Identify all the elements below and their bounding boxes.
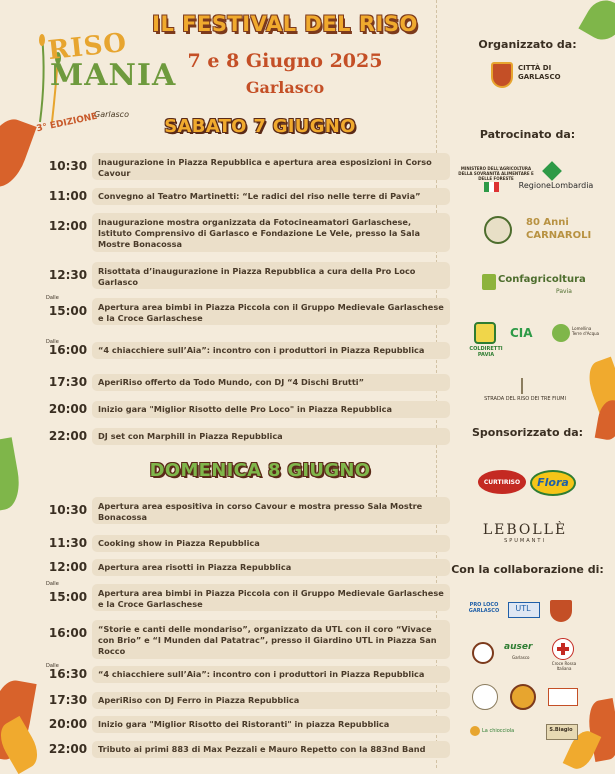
festival-dates: 7 e 8 Giugno 2025: [187, 50, 383, 72]
dalle-label: Dalle: [46, 663, 59, 669]
proloco-logo: PRO LOCO GARLASCO: [468, 602, 500, 614]
utl-logo: UTL: [515, 604, 531, 613]
garlasco-coat-of-arms-icon: [491, 62, 513, 88]
chiocciola-icon: [470, 726, 480, 736]
dalle-label: Dalle: [46, 339, 59, 345]
schedule-row: [46, 741, 426, 758]
red-cross-horizontal: [557, 647, 569, 651]
saturday-title: SABATO 7 GIUGNO: [164, 116, 356, 137]
patronage-heading: Patrocinato da:: [479, 128, 576, 141]
city-of-garlasco-logo: CITTÀ DI GARLASCO: [518, 64, 561, 81]
schedule-row: [46, 581, 444, 611]
event-description: AperiRiso con DJ Ferro in Piazza Repubblica: [92, 692, 450, 709]
event-description: Inizio gara "Miglior Risotto dei Ristoranti" in piazza Repubblica: [92, 716, 450, 733]
event-time: 11:30: [48, 536, 88, 550]
carnaroli-logo: 80 Anni CARNAROLI: [526, 217, 592, 241]
leaf-decoration: [0, 113, 37, 192]
sponsored-by-heading: Sponsorizzato da:: [471, 426, 584, 439]
event-time: 11:00: [48, 189, 88, 203]
event-time: 15:00: [48, 590, 88, 604]
event-description: DJ set con Marphill in Piazza Repubblica: [92, 428, 450, 445]
badge-icon: [472, 684, 498, 710]
schedule-row: [46, 374, 406, 391]
lomellina-logo: Lomellina Terre d'Acqua: [572, 326, 600, 336]
event-description: AperiRiso offerto da Todo Mundo, con DJ “4 Dischi Brutti”: [92, 374, 450, 391]
coldiretti-logo: COLDIRETTI PAVIA: [469, 346, 503, 358]
festival-city: Garlasco: [245, 78, 325, 97]
carnaroli-seal-icon: [484, 216, 512, 244]
event-time: 12:00: [48, 219, 88, 233]
logo-place: Garlasco: [94, 110, 129, 119]
schedule-row: [46, 692, 406, 709]
strada-del-riso-logo: STRADA DEL RISO DEI TRE FIUMI: [484, 396, 566, 402]
event-description: Convegno al Teatro Martinetti: “Le radici del riso nelle terre di Pavia”: [92, 188, 450, 205]
event-time: 16:00: [48, 343, 88, 357]
event-time: 20:00: [48, 402, 88, 416]
dalle-label: Dalle: [46, 581, 59, 587]
schedule-row: [46, 428, 406, 445]
event-time: 17:30: [48, 375, 88, 389]
event-description: Apertura area espositiva in corso Cavour e mostra presso Sala Mostre Bonacossa: [92, 497, 450, 524]
lebolle-sub: SPUMANTI: [504, 538, 546, 544]
event-description: “4 chiacchiere sull’Aia”: incontro con i produttori in Piazza Repubblica: [92, 666, 450, 683]
event-description: “Storie e canti delle mondariso”, organizzato da UTL con il coro “Vivace con Brio” e “I Munden dal Patatrac”, presso il Giardino UTL in Piazza San Rocco: [92, 620, 450, 659]
shield-icon: [550, 600, 572, 622]
sign-badge: [548, 688, 578, 706]
event-description: Apertura area risotti in Piazza Repubblica: [92, 559, 450, 576]
schedule-row: [46, 559, 406, 576]
leaf-decoration: [0, 716, 44, 774]
event-time: 22:00: [48, 742, 88, 756]
event-description: Cooking show in Piazza Repubblica: [92, 535, 450, 552]
event-description: Apertura area bimbi in Piazza Piccola con il Gruppo Medievale Garlaschese e la Croce Garlaschese: [92, 298, 450, 325]
sbiagio-logo: S.Biagio: [549, 727, 573, 733]
logo-riso: RISO: [46, 27, 129, 67]
collaboration-heading: Con la collaborazione di:: [451, 563, 604, 576]
lomellina-icon: [552, 324, 570, 342]
event-time: 15:00: [48, 304, 88, 318]
lebolle-logo: LEBOLLÈ: [482, 522, 568, 538]
festival-title: IL FESTIVAL DEL RISO: [152, 12, 418, 36]
schedule-row: [46, 663, 425, 683]
lombardia-logo: RegioneLombardia: [518, 181, 594, 190]
confagricoltura-icon: [482, 274, 496, 290]
ministry-logo: MINISTERO DELL'AGRICOLTURA DELLA SOVRANITÀ ALIMENTARE E DELLE FORESTE: [458, 166, 534, 181]
auser-logo: auser: [504, 642, 533, 652]
schedule-row: [46, 295, 444, 325]
schedule-row: [46, 497, 423, 524]
leaf-decoration: [0, 437, 24, 513]
event-description: Risottata d’inaugurazione in Piazza Repubblica a cura della Pro Loco Garlasco: [92, 262, 450, 289]
schedule-row: [46, 535, 406, 552]
schedule-row: [46, 716, 406, 733]
seal-icon: [472, 642, 494, 664]
event-description: “4 chiacchiere sull’Aia”: incontro con i produttori in Piazza Repubblica: [92, 342, 450, 359]
dalle-label: Dalle: [46, 295, 59, 301]
event-description: Tributo ai primi 883 di Max Pezzali e Mauro Repetto con la 883nd Band: [92, 741, 450, 758]
confagricoltura-sub: Pavia: [556, 288, 572, 295]
curtiriso-logo: CURTIRISO: [483, 479, 521, 486]
auser-sub: Garlasco: [512, 655, 530, 660]
italian-flag-icon: [484, 182, 499, 192]
event-time: 16:30: [48, 667, 88, 681]
logo-edition: 3° EDIZIONE: [35, 111, 99, 135]
event-time: 17:30: [48, 693, 88, 707]
schedule-row: [46, 339, 425, 359]
logo-mania: MANIA: [50, 58, 177, 93]
event-time: 12:30: [48, 268, 88, 282]
medal-icon: [510, 684, 536, 710]
schedule-row: [46, 153, 432, 180]
event-description: Inaugurazione mostra organizzata da Fotocineamatori Garlaschese, Istituto Comprensivo di Garlasco e Fondazione Le Vele, presso la Sala Mostre Bonacossa: [92, 213, 450, 252]
event-description: Inizio gara "Miglior Risotto delle Pro Loco" in Piazza Repubblica: [92, 401, 450, 418]
organized-by-heading: Organizzato da:: [478, 38, 577, 51]
event-description: Apertura area bimbi in Piazza Piccola con il Gruppo Medievale Garlaschese e la Croce Garlaschese: [92, 584, 450, 611]
flora-logo: Flora: [537, 476, 569, 489]
coldiretti-icon: [474, 322, 496, 344]
event-time: 16:00: [48, 626, 88, 640]
confagricoltura-logo: Confagricoltura: [498, 274, 586, 285]
schedule-row: [46, 620, 437, 659]
event-time: 10:30: [48, 503, 88, 517]
chiocciola-logo: La chiocciola: [482, 728, 515, 734]
event-time: 22:00: [48, 429, 88, 443]
event-time: 20:00: [48, 717, 88, 731]
schedule-row: [46, 213, 420, 252]
schedule-row: [46, 262, 416, 289]
schedule-row: [46, 401, 406, 418]
event-description: Inaugurazione in Piazza Repubblica e apertura area esposizioni in Corso Cavour: [92, 153, 450, 180]
croce-rossa-logo: Croce Rossa Italiana: [551, 661, 577, 671]
sunday-title: DOMENICA 8 GIUGNO: [149, 460, 371, 481]
rice-stalk-logo-icon: [521, 378, 523, 394]
schedule-row: [46, 188, 421, 205]
cia-logo: CIA: [510, 326, 533, 340]
event-time: 12:00: [48, 560, 88, 574]
lombardia-rose-icon: [542, 161, 562, 181]
event-time: 10:30: [48, 159, 88, 173]
